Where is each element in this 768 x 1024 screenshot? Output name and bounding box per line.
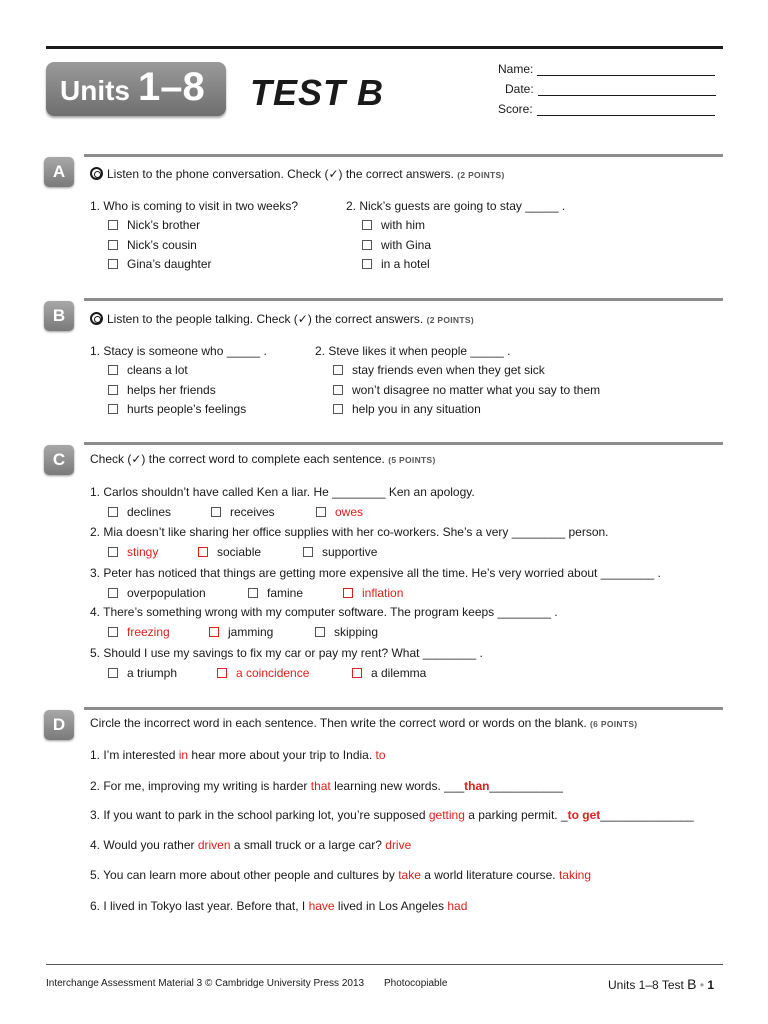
option-label: a triumph — [127, 666, 178, 680]
checkbox[interactable] — [108, 627, 118, 637]
checkbox[interactable] — [362, 240, 372, 250]
option-b1-1[interactable] — [108, 363, 188, 377]
option-a1-1[interactable] — [108, 218, 200, 232]
sentence-text: hear more about your trip to India. — [188, 748, 376, 762]
instruction-text: Circle the incorrect word in each sentence. Then write the correct word or words on the blank. — [90, 716, 587, 730]
checkbox[interactable] — [316, 507, 326, 517]
checkbox[interactable] — [108, 385, 118, 395]
score-field[interactable] — [498, 102, 715, 116]
checkbox[interactable] — [333, 385, 343, 395]
section-c-rule — [84, 442, 723, 445]
option-a2-3[interactable] — [362, 257, 430, 271]
footer-test-name: Units 1–8 Test — [608, 978, 684, 992]
option-a1-3[interactable] — [108, 257, 212, 271]
checkbox[interactable] — [343, 588, 353, 598]
checkbox[interactable] — [362, 220, 372, 230]
option-label: sociable — [217, 545, 262, 559]
option-c4-1[interactable] — [108, 625, 170, 639]
instruction-text: Check (✓) the correct word to complete each sentence. — [90, 452, 385, 466]
section-c-badge: C — [44, 445, 74, 475]
date-field[interactable] — [505, 82, 716, 96]
option-c4-3[interactable] — [315, 625, 378, 639]
units-number: 1–8 — [138, 65, 205, 109]
option-c2-2[interactable] — [198, 545, 261, 559]
question-a1: 1. Who is coming to visit in two weeks? — [90, 199, 299, 213]
section-d-rule — [84, 707, 723, 710]
checkbox[interactable] — [248, 588, 258, 598]
answer-text: had — [447, 899, 468, 913]
option-label: cleans a lot — [127, 363, 188, 377]
incorrect-word[interactable]: that — [310, 779, 331, 793]
question-b1: 1. Stacy is someone who _____ . — [90, 344, 267, 358]
option-label: a coincidence — [236, 666, 310, 680]
question-a2: 2. Nick’s guests are going to stay _____ . — [346, 199, 566, 213]
audio-icon[interactable] — [90, 167, 103, 180]
page-number: 1 — [707, 978, 715, 992]
option-c3-1[interactable] — [108, 586, 206, 600]
option-c3-3[interactable] — [343, 586, 403, 600]
option-b1-3[interactable] — [108, 402, 246, 416]
option-label: declines — [127, 505, 172, 519]
checkbox[interactable] — [108, 404, 118, 414]
option-label: Nick’s brother — [127, 218, 201, 232]
checkbox[interactable] — [108, 668, 118, 678]
incorrect-word[interactable]: getting — [428, 808, 465, 822]
option-label: Gina’s daughter — [127, 257, 212, 271]
sentence-text: a parking permit. _ — [464, 808, 568, 822]
section-b-badge: B — [44, 301, 74, 331]
option-label: in a hotel — [381, 257, 430, 271]
sentence-text: learning new words. ___ — [330, 779, 465, 793]
checkbox[interactable] — [303, 547, 313, 557]
points-label: (6 POINTS) — [590, 719, 638, 729]
question-d4[interactable] — [90, 838, 411, 852]
option-label: stay friends even when they get sick — [352, 363, 545, 377]
checkbox[interactable] — [211, 507, 221, 517]
section-d-badge: D — [44, 710, 74, 740]
option-label: a dilemma — [371, 666, 427, 680]
question-c4: 4. There’s something wrong with my computer software. The program keeps ________ . — [90, 605, 558, 619]
section-c-instruction — [90, 452, 436, 466]
name-field[interactable] — [498, 62, 715, 76]
option-label: overpopulation — [127, 586, 206, 600]
sentence-text: a small truck or a large car? — [230, 838, 386, 852]
option-label: won’t disagree no matter what you say to them — [352, 383, 601, 397]
checkbox[interactable] — [108, 220, 118, 230]
question-d6[interactable] — [90, 899, 467, 913]
option-label: hurts people’s feelings — [127, 402, 247, 416]
option-label: supportive — [322, 545, 378, 559]
option-label: skipping — [334, 625, 379, 639]
option-label: with Gina — [381, 238, 432, 252]
points-label: (2 POINTS) — [457, 170, 505, 180]
option-c3-2[interactable] — [248, 586, 303, 600]
option-c2-3[interactable] — [303, 545, 377, 559]
checkbox[interactable] — [333, 404, 343, 414]
question-d1[interactable] — [90, 748, 386, 762]
sentence-text: 1. I’m interested — [90, 748, 179, 762]
option-c1-3[interactable] — [316, 505, 363, 519]
footer-test-letter: B — [687, 976, 697, 992]
units-word: Units — [60, 75, 130, 106]
answer-blank[interactable]: ___________ — [489, 779, 563, 793]
section-d-instruction — [90, 716, 637, 730]
option-label: with him — [381, 218, 426, 232]
checkbox[interactable] — [198, 547, 208, 557]
option-b2-2[interactable] — [333, 383, 600, 397]
section-a-instruction — [90, 167, 505, 181]
top-rule — [46, 46, 723, 49]
option-label: stingy — [127, 545, 159, 559]
instruction-text: Listen to the people talking. Check (✓) the correct answers. — [107, 312, 424, 326]
checkbox[interactable] — [333, 365, 343, 375]
score-label: Score: — [498, 102, 533, 116]
sentence-text: a world literature course. — [420, 868, 559, 882]
option-label: famine — [267, 586, 304, 600]
option-label: helps her friends — [127, 383, 216, 397]
option-c2-1[interactable] — [108, 545, 158, 559]
points-label: (2 POINTS) — [426, 315, 474, 325]
footer-rule — [46, 964, 723, 965]
section-a-badge: A — [44, 157, 74, 187]
checkbox[interactable] — [108, 507, 118, 517]
instruction-text: Listen to the phone conversation. Check (✓) the correct answers. — [107, 167, 454, 181]
incorrect-word[interactable]: driven — [197, 838, 231, 852]
footer-page-label: Units 1–8 Test B • 1 — [608, 976, 715, 992]
checkbox[interactable] — [362, 259, 372, 269]
question-d5[interactable] — [90, 868, 591, 882]
page-title: TEST B — [250, 72, 385, 113]
option-label: inflation — [362, 586, 404, 600]
answer-blank[interactable]: ______________ — [600, 808, 694, 822]
answer-text: drive — [385, 838, 412, 852]
answer-text: to get — [567, 808, 601, 822]
section-b-rule — [84, 298, 723, 301]
checkbox[interactable] — [209, 627, 219, 637]
incorrect-word[interactable]: have — [308, 899, 335, 913]
option-label: freezing — [127, 625, 170, 639]
incorrect-word[interactable]: take — [398, 868, 421, 882]
checkbox[interactable] — [315, 627, 325, 637]
footer-photocopiable: Photocopiable — [384, 978, 448, 989]
sentence-text: 2. For me, improving my writing is harder — [90, 779, 311, 793]
checkbox[interactable] — [108, 588, 118, 598]
question-b2: 2. Steve likes it when people _____ . — [315, 344, 511, 358]
checkbox[interactable] — [108, 547, 118, 557]
option-b2-1[interactable] — [333, 363, 545, 377]
checkbox[interactable] — [108, 240, 118, 250]
sentence-text: 5. You can learn more about other people and cultures by — [90, 868, 399, 882]
option-a1-2[interactable] — [108, 238, 197, 252]
checkbox[interactable] — [108, 259, 118, 269]
option-b1-2[interactable] — [108, 383, 216, 397]
option-c5-3[interactable] — [352, 666, 426, 680]
checkbox[interactable] — [352, 668, 362, 678]
audio-icon[interactable] — [90, 312, 103, 325]
option-b2-3[interactable] — [333, 402, 481, 416]
option-c5-2[interactable] — [217, 666, 309, 680]
option-label: owes — [335, 505, 364, 519]
checkbox[interactable] — [217, 668, 227, 678]
question-c3: 3. Peter has noticed that things are getting more expensive all the time. He’s very worried about ________ . — [90, 566, 661, 580]
sentence-text: lived in Los Angeles — [334, 899, 448, 913]
incorrect-word[interactable]: in — [178, 748, 189, 762]
option-label: jamming — [228, 625, 274, 639]
footer-copyright: Interchange Assessment Material 3 © Cambridge University Press 2013 — [46, 978, 365, 989]
section-b-instruction — [90, 312, 474, 326]
option-label: Nick’s cousin — [127, 238, 197, 252]
date-label: Date: — [505, 82, 534, 96]
sentence-text: 6. I lived in Tokyo last year. Before that, I — [90, 899, 309, 913]
answer-text: taking — [558, 868, 591, 882]
answer-text: than — [464, 779, 490, 793]
option-c4-2[interactable] — [209, 625, 273, 639]
answer-text: to — [375, 748, 386, 762]
question-d3[interactable] — [90, 808, 694, 822]
question-c5: 5. Should I use my savings to fix my car or pay my rent? What ________ . — [90, 646, 483, 660]
sentence-text: 3. If you want to park in the school parking lot, you’re supposed — [90, 808, 429, 822]
option-label: receives — [230, 505, 275, 519]
question-d2[interactable] — [90, 779, 563, 793]
units-badge — [46, 62, 226, 116]
option-label: help you in any situation — [352, 402, 481, 416]
option-c5-1[interactable] — [108, 666, 177, 680]
checkbox[interactable] — [108, 365, 118, 375]
sentence-text: 4. Would you rather — [90, 838, 198, 852]
option-c1-1[interactable] — [108, 505, 171, 519]
question-c1: 1. Carlos shouldn’t have called Ken a liar. He ________ Ken an apology. — [90, 485, 475, 499]
question-c2: 2. Mia doesn’t like sharing her office supplies with her co-workers. She’s a very ________ person. — [90, 525, 609, 539]
option-a2-1[interactable] — [362, 218, 425, 232]
section-a-rule — [84, 154, 723, 157]
points-label: (5 POINTS) — [388, 455, 436, 465]
option-a2-2[interactable] — [362, 238, 431, 252]
name-label: Name: — [498, 62, 534, 76]
option-c1-2[interactable] — [211, 505, 275, 519]
